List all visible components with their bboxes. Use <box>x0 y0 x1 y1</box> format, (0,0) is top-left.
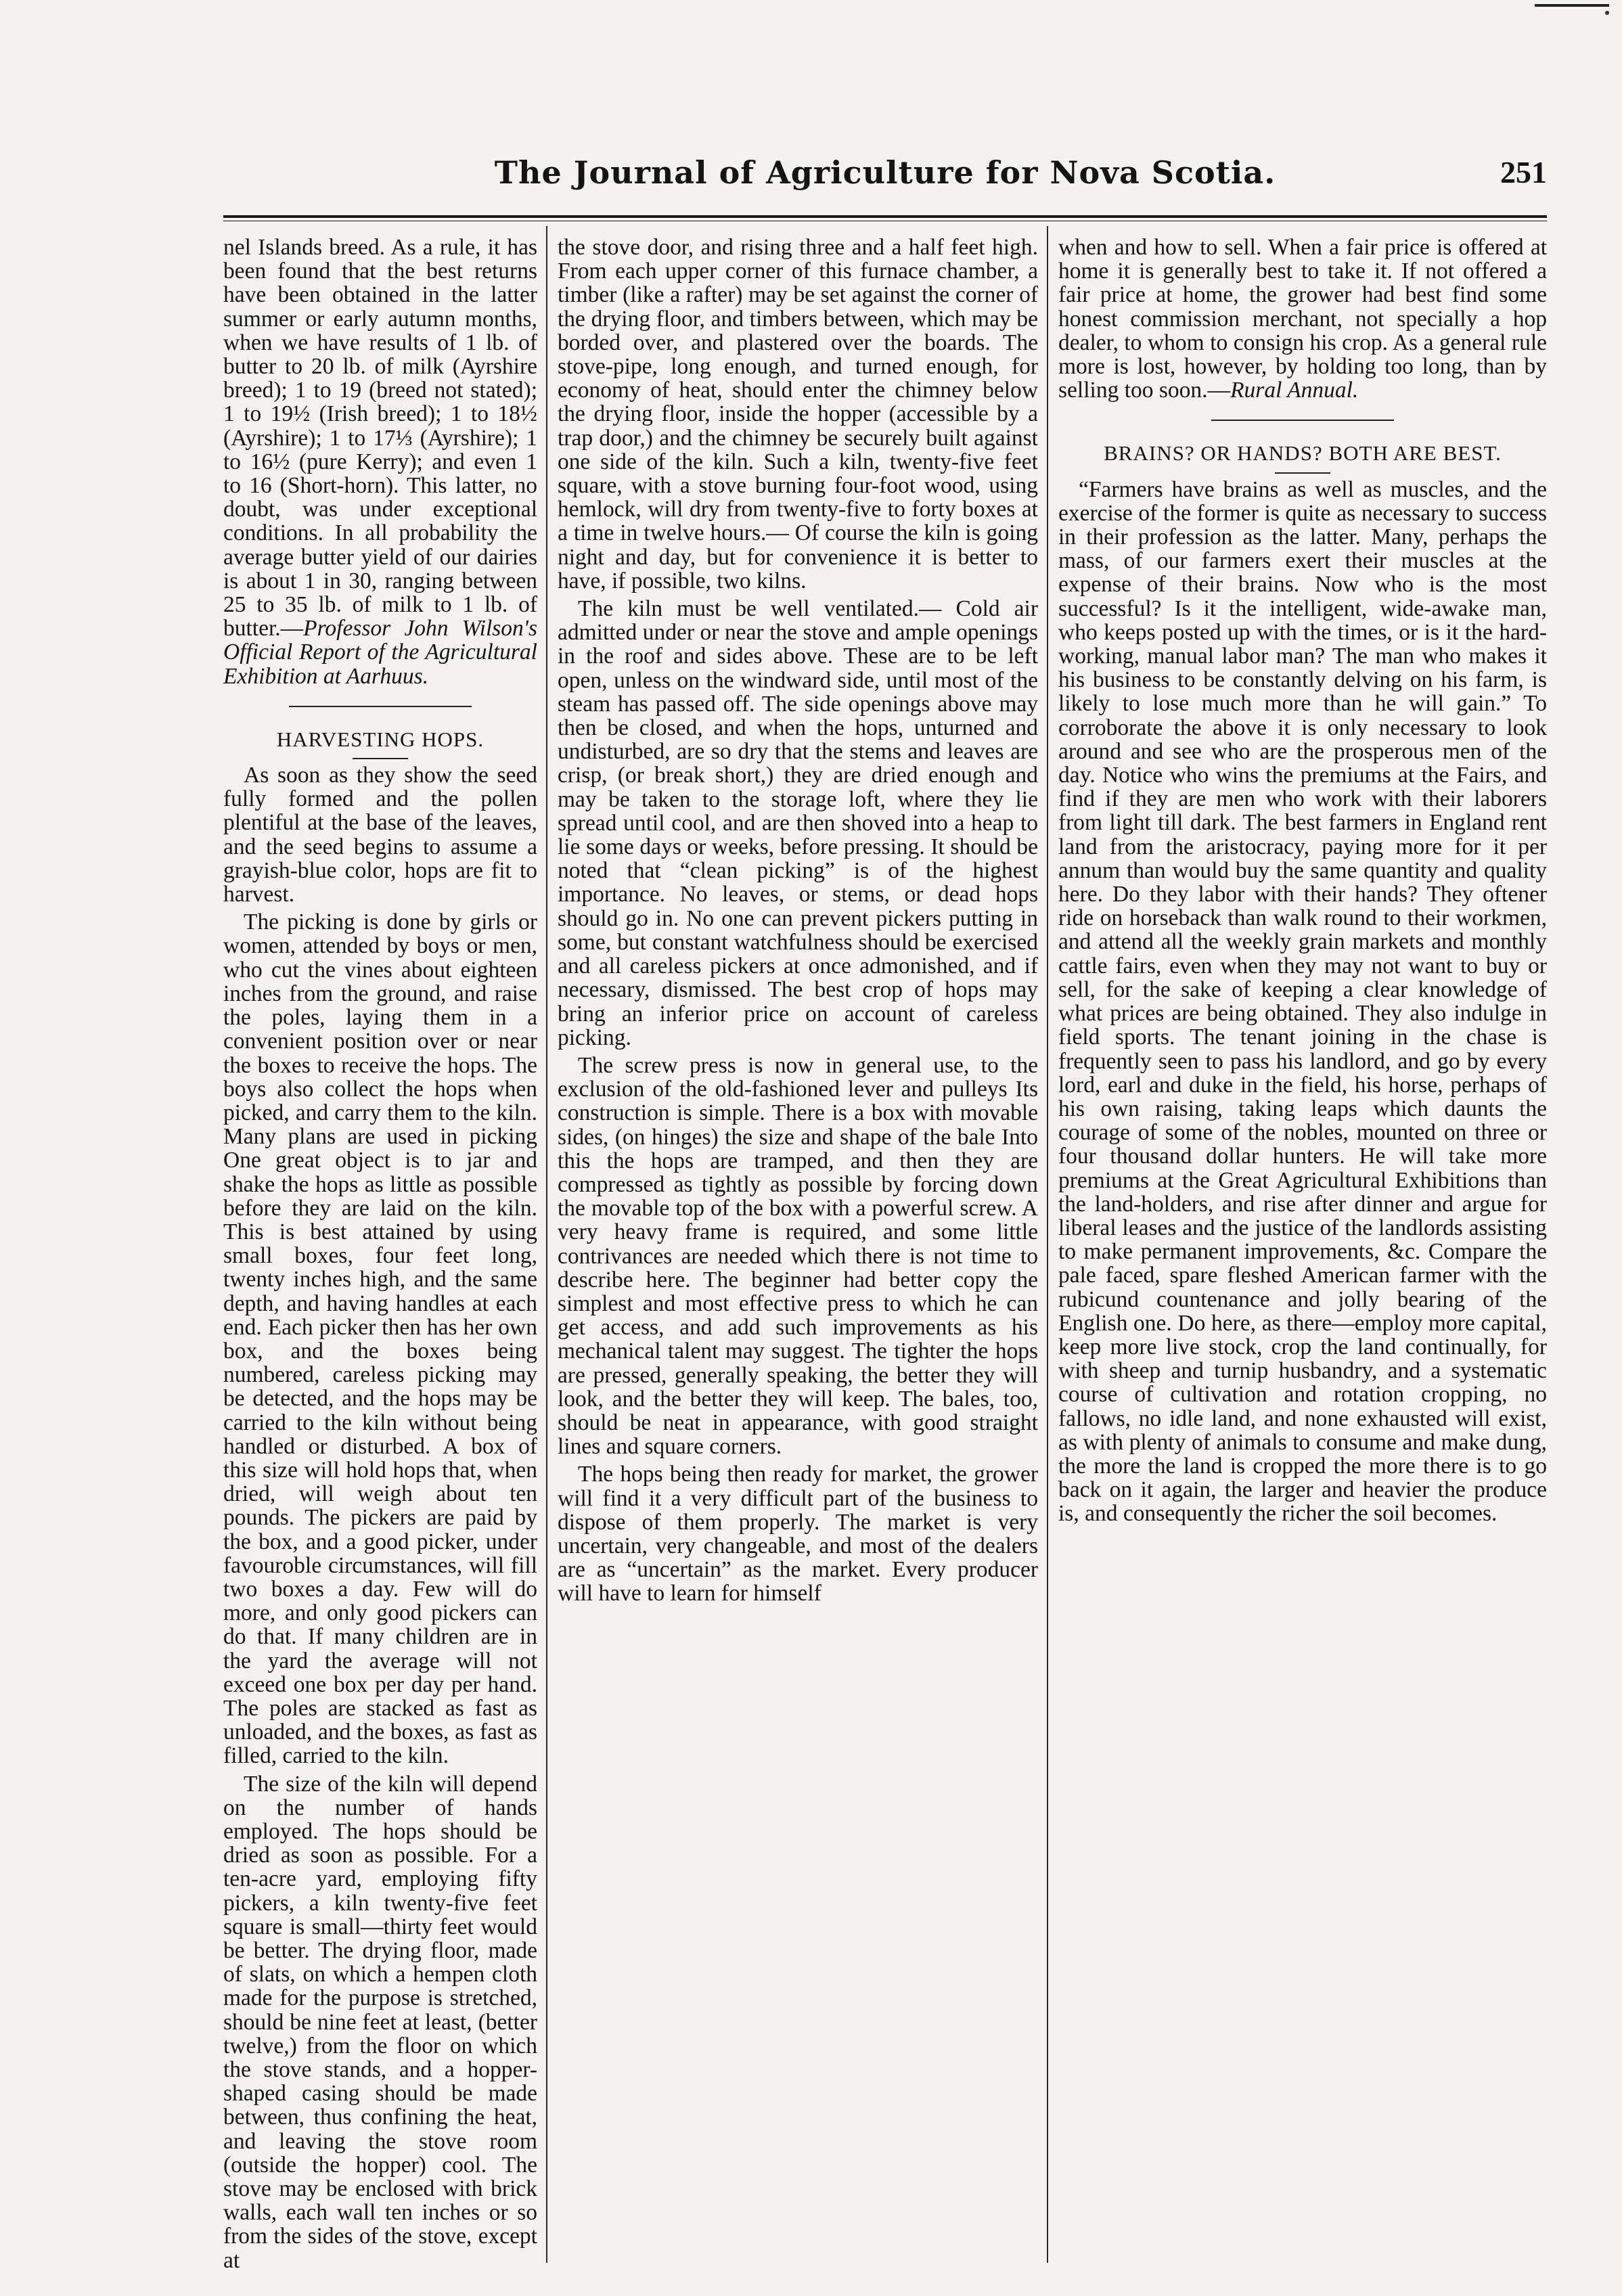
column-divider-1 <box>546 226 547 2263</box>
section-separator-rule <box>1211 420 1394 421</box>
paragraph <box>223 235 537 688</box>
journal-title: The Journal of Agriculture for Nova Scotia. <box>494 154 1276 191</box>
paragraph <box>223 910 537 1768</box>
paragraph <box>1058 478 1547 1526</box>
article-heading: HARVESTING HOPS. <box>276 727 485 751</box>
paragraph-text: The kiln must be well ventilated.— Cold air admitted under or near the stove and ample openings in the roof and sides above. These are to be left open, unless on the windward side, until most of the steam has passed off. The side openings above may then be closed, and when the hops, unturned and undisturbed, are so dry that the stems and leaves are crisp, (or break short,) they are dried enough and may be taken to the storage loft, where they lie spread until cool, and are then shoved into a heap to lie some days or weeks, before pressing. It should be noted that “clean picking” is of the highest importance. No leaves, or stems, or dead hops should go in. No one can prevent pickers putting in some, but constant watchfulness should be exercised and all careless pickers at once admonished, and if necessary, dismissed. The best crop of hops may bring an inferior price on account of careless picking. <box>558 596 1038 1050</box>
paragraph <box>223 1772 537 2272</box>
heading-rule <box>353 758 408 759</box>
paragraph-text: The hops being then ready for market, the grower will find it a very difficult part of the business to dispose of them properly. The market is very uncertain, very changeable, and most of the dealers are as “uncertain” as the market. Every producer will have to learn for himself <box>558 1462 1038 1606</box>
paragraph-text: when and how to sell. When a fair price is offered at home it is generally best to take it. If not offered a fair price at home, the grower had best find some honest commission merchant, not specially a hop dealer, to whom to consign his crop. As a general rule more is lost, however, by holding too long, than by selling too soon.— <box>1058 235 1547 403</box>
running-header <box>223 154 1547 203</box>
source-citation: Professor John Wilson's Official Report of the Agricultural Exhibition at Aarhuus. <box>223 616 537 689</box>
paragraph <box>558 1462 1038 1605</box>
top-edge-mark <box>1535 4 1609 7</box>
page-number: 251 <box>1500 155 1547 189</box>
paragraph-text: nel Islands breed. As a rule, it has been found that the best returns have been obtained in the latter summer or early autumn months, when we have results of 1 lb. of butter to 20 lb. of milk (Ayrshire breed); 1 to 19 (breed not stated); 1 to 19½ (Irish breed); 1 to 18½ (Ayrshire); 1 to 17⅓ (Ayrshire); 1 to 16½ (pure Kerry); and even 1 to 16 (Short-horn). This latter, no doubt, was under exceptional conditions. In all probability the average butter yield of our dairies is about 1 in 30, ranging between 25 to 35 lb. of milk to 1 lb. of butter.— <box>223 235 537 641</box>
paragraph <box>558 1054 1038 1458</box>
paragraph <box>1058 235 1547 402</box>
column-1 <box>223 235 537 2272</box>
column-3 <box>1058 235 1547 1526</box>
top-edge-dot <box>1605 11 1609 15</box>
heading-rule <box>1275 472 1330 474</box>
paragraph-text: The screw press is now in general use, to the exclusion of the old-fashioned lever and pulleys Its construction is simple. There is a box with movable sides, (on hinges) the size and shape of the bale Into this the hops are tramped, and then they are compressed as tightly as possible by forcing down the movable top of the box with a powerful screw. A very heavy frame is required, and some little contrivances are needed which there is not time to describe here. The beginner had better copy the simplest and most effective press to which he can get access, and add such improvements as his mechanical talent may suggest. The tighter the hops are pressed, generally speaking, the better they will look, and the better they will keep. The bales, too, should be neat in appearance, with good straight lines and square corners. <box>558 1052 1038 1460</box>
article-heading: BRAINS? OR HANDS? BOTH ARE BEST. <box>1104 441 1502 466</box>
paragraph <box>558 597 1038 1050</box>
column-2 <box>558 235 1038 1606</box>
paragraph <box>558 235 1038 593</box>
column-divider-2 <box>1047 226 1048 2263</box>
paragraph-text: “Farmers have brains as well as muscles, and the exercise of the former is quite as necessary to success in their profession as the latter. Many, perhaps the mass, of our farmers exert their muscles at the expense of their brains. Now who is the most successful? Is it the intelligent, wide-awake man, who keeps posted up with the times, or is it the hard-working, manual labor man? The man who makes it his business to be constantly delving on his farm, is likely to lose much more than he will gain.” To corroborate the above it is only necessary to look around and see who are the prosperous men of the day. Notice who wins the premiums at the Fairs, and find if they are men who work with their laborers from light till dark. The best farmers in England rent land from the aristocracy, paying more for it per annum than would buy the same quantity and quality here. Do they labor with their hands? They oftener ride on horseback than walk round to their workmen, and attend all the weekly grain markets and monthly cattle fairs, even when they may not want to buy or sell, for the sake of keeping a clear knowledge of what prices are being obtained. They also indulge in field sports. The tenant joining in the chase is frequently seen to pass his landlord, and go by every lord, earl and duke in the field, his horse, perhaps of his own raising, taking leaps which daunts the courage of some of the nobles, mounted on three or four thousand dollar hunters. He will take more premiums at the Great Agricultural Exhibitions than the land-holders, and rise after dinner and argue for liberal leases and the justice of the landlords assisting to make permanent improvements, &c. Compare the pale faced, spare fleshed American farmer with the rubicund countenance and jolly bearing of the English one. Do here, as there—employ more capital, keep more live stock, crop the land continually, for with sheep and turnip husbandry, and a systematic course of cultivation and rotation cropping, no fallows, no idle land, and none exhausted will exist, as with plenty of animals to consume and make dung, the more the land is cropped the more there is to go back on it again, the larger and heavier the produce is, and consequently the richer the soil becomes. <box>1058 476 1547 1527</box>
source-citation: Rural Annual. <box>1230 378 1359 403</box>
paragraph-text: The picking is done by girls or women, attended by boys or men, who cut the vines about eighteen inches from the ground, and raise the poles, laying them in a convenient position over or near the boxes to receive the hops. The boys also collect the hops when picked, and carry them to the kiln. Many plans are used in picking One great object is to jar and shake the hops as little as possible before they are laid on the kiln. This is best attained by using small boxes, four feet long, twenty inches high, and the same depth, and having handles at each end. Each picker then has her own box, and the boxes being numbered, careless picking may be detected, and the hops may be carried to the kiln without being handled or disturbed. A box of this size will hold hops that, when dried, will weigh about ten pounds. The pickers are paid by the box, and a good picker, under favouroble circumstances, will fill two boxes a day. Few will do more, and only good pickers can do that. If many children are in the yard the average will not exceed one box per day per hand. The poles are stacked as fast as unloaded, and the boxes, as fast as filled, carried to the kiln. <box>223 909 537 1769</box>
paragraph-text: The size of the kiln will depend on the number of hands employed. The hops should be dried as soon as possible. For a ten-acre yard, employing fifty pickers, a kiln twenty-five feet square is small—thirty feet would be better. The drying floor, made of slats, on which a hempen cloth made for the purpose is stretched, should be nine feet at least, (better twelve,) from the floor on which the stove stands, and a hopper-shaped casing should be made between, thus confining the heat, and leaving the stove room (outside the hopper) cool. The stove may be enclosed with brick walls, each wall ten inches or so from the sides of the stove, except at <box>223 1771 537 2273</box>
header-rule <box>223 215 1547 218</box>
paragraph <box>223 763 537 906</box>
paragraph-text: As soon as they show the seed fully formed and the pollen plentiful at the base of the leaves, and the seed begins to assume a grayish-blue color, hops are fit to harvest. <box>223 763 537 907</box>
paragraph-text: the stove door, and rising three and a half feet high. From each upper corner of this furnace chamber, a timber (like a rafter) may be set against the corner of the drying floor, and timbers between, which may be borded over, and plastered over the boards. The stove-pipe, long enough, and turned enough, for economy of heat, should enter the chimney below the drying floor, inside the hopper (accessible by a trap door,) and the chimney be securely built against one side of the kiln. Such a kiln, twenty-five feet square, with a stove burning four-foot wood, using hemlock, will dry from twenty-five to forty boxes at a time in twelve hours.— Of course the kiln is going night and day, but for convenience it is better to have, if possible, two kilns. <box>558 235 1038 593</box>
section-separator-rule <box>289 706 472 707</box>
